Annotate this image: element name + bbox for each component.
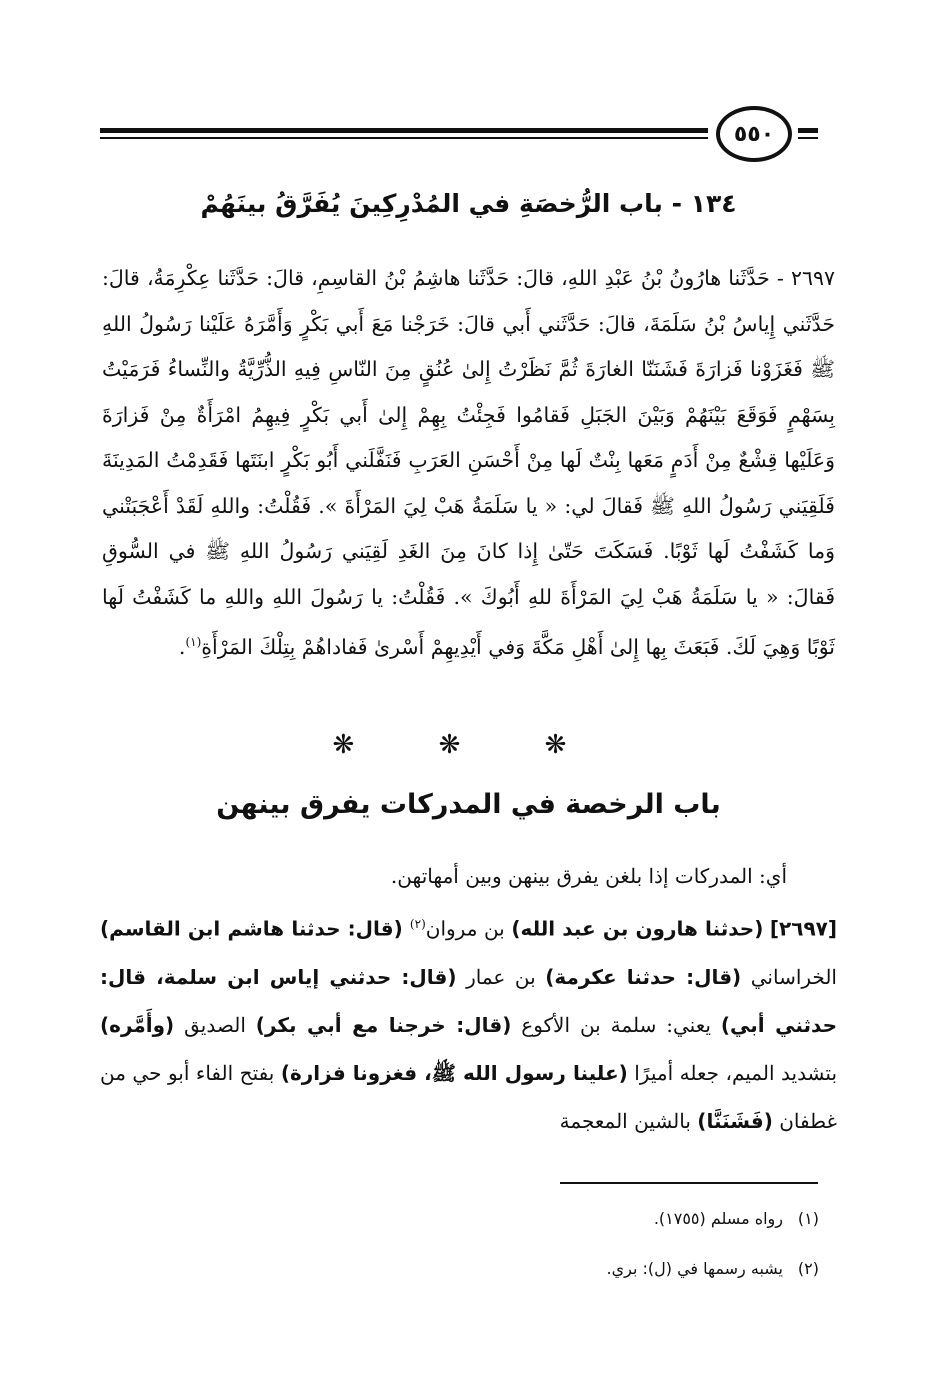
footnote-number: (١) <box>797 1209 819 1228</box>
commentary-bold-3: (قال: حدثنا عكرمة) <box>545 964 742 989</box>
commentary-text-2: الخراساني <box>741 964 837 989</box>
footnote-number: (٢) <box>797 1259 819 1278</box>
footnote-item <box>100 1244 819 1294</box>
footnote-rule <box>560 1182 818 1184</box>
footnote-item <box>100 1194 819 1244</box>
commentary-bold-7: (علينا رسول الله ﷺ، فغزونا فزارة) <box>280 1060 628 1085</box>
section-title: باب الرخصة في المدركات يفرق بينهن <box>216 789 721 820</box>
header-rule-thick-line <box>100 128 708 133</box>
header-rule <box>100 128 818 142</box>
commentary-text-3: بن عمار <box>456 964 546 989</box>
header-rule-thin-line <box>100 137 708 139</box>
commentary-bold-5: (قال: خرجنا مع أبي بكر) <box>255 1012 512 1037</box>
commentary <box>100 852 837 1145</box>
commentary-footnote-ref: (٢) <box>409 917 426 931</box>
section-divider-stars: ❋ ❋ ❋ <box>332 730 605 760</box>
page-number: ٥٥٠ <box>733 121 775 147</box>
commentary-bold-8: (فَشَنَنَّا) <box>697 1108 773 1133</box>
footnotes <box>100 1194 819 1294</box>
commentary-text-8: بالشين المعجمة <box>559 1108 698 1133</box>
footnote-text: يشبه رسمها في (ل): بري. <box>606 1259 783 1278</box>
commentary-hadith-number: [٢٦٩٧] <box>769 916 838 941</box>
header-rule-right-thin-line <box>798 137 818 139</box>
header-rule-right-thick-line <box>798 128 818 133</box>
commentary-text-1: بن مروان <box>425 916 512 941</box>
commentary-bold-2: (قال: حدثنا هاشم ابن القاسم) <box>100 916 410 941</box>
commentary-text-7: بفتح الفاء أبو حي من غطفان <box>100 1060 837 1133</box>
commentary-bold-6: (وأَمَّره) <box>100 1012 175 1037</box>
commentary-text-5: الصديق <box>174 1012 256 1037</box>
commentary-bold-4: (قال: حدثني إياس ابن سلمة، قال: حدثني أبي) <box>100 964 838 1037</box>
hadith-text <box>102 256 835 670</box>
page-number-medallion <box>716 106 792 162</box>
commentary-text-4: يعني: سلمة بن الأكوع <box>511 1012 721 1037</box>
commentary-text-6: بتشديد الميم، جعله أميرًا <box>627 1060 838 1085</box>
commentary-intro: أي: المدركات إذا بلغن يفرق بينهن وبين أمهاتهن. <box>390 864 787 888</box>
hadith-body: ٢٦٩٧ - حَدَّثَنا هارُونُ بْنُ عَبْدِ اللهِ، قالَ: حَدَّثَنا هاشِمُ بْنُ القاسِمِ، قالَ: حَدَّثَنا عِكْرِمَةُ، قالَ: حَدَّثَني إِياسُ بْنُ سَلَمَةَ، قالَ: حَدَّثَني أَبي قالَ: خَرَجْنا مَعَ أَبي بَكْرٍ وَأَمَّرَهُ عَلَيْنا رَسُولُ اللهِ ﷺ فَغَزَوْنا فَزارَةَ فَشَنَنّا الغارَةَ ثُمَّ نَظَرْتُ إِلىٰ عُنُقٍ مِنَ النّاسِ فِيهِ الذُّرِّيَّةُ والنِّساءُ فَرَمَيْتُ بِسَهْمٍ فَوَقَعَ بَيْنَهُمْ وَبَيْنَ الجَبَلِ فَقامُوا فَجِئْتُ بِهِمْ إِلىٰ أَبي بَكْرٍ فِيهِمُ امْرَأَةٌ مِنْ فَزارَةَ وَعَلَيْها قِشْعٌ مِنْ أَدَمٍ مَعَها بِنْتٌ لَها مِنْ أَحْسَنِ العَرَبِ فَنَفَّلَني أَبُو بَكْرٍ ابنَتَها فَقَدِمْتُ المَدِينَةَ فَلَقِيَني رَسُولُ اللهِ ﷺ فَقالَ لي: « يا سَلَمَةُ هَبْ لِيَ المَرْأَةَ ». فَقُلْتُ: واللهِ لَقَدْ أَعْجَبَتْني وَما كَشَفْتُ لَها ثَوْبًا. فَسَكَتَ حَتّىٰ إِذا كانَ مِنَ الغَدِ لَقِيَني رَسُولُ اللهِ ﷺ في السُّوقِ فَقالَ: « يا سَلَمَةُ هَبْ لِيَ المَرْأَةَ للهِ أَبُوكَ ». فَقُلْتُ: يا رَسُولَ اللهِ واللهِ ما كَشَفْتُ لَها ثَوْبًا وَهِيَ لَكَ. فَبَعَثَ بِها إِلىٰ أَهْلِ مَكَّةَ وَفي أَيْدِيهِمْ أَسْرىٰ فَفاداهُمْ بِتِلْكَ المَرْأَةِ <box>102 266 835 659</box>
hadith-footnote-ref: (١) <box>185 635 202 649</box>
footnote-text: رواه مسلم (١٧٥٥). <box>653 1209 783 1228</box>
chapter-title: ١٣٤ - باب الرُّخصَةِ في المُدْرِكِينَ يُفَرَّقُ بينَهُمْ <box>200 189 737 218</box>
commentary-paragraph <box>100 900 837 1145</box>
commentary-bold-1: (حدثنا هارون بن عبد الله) <box>511 916 764 941</box>
hadith-end: . <box>178 634 186 659</box>
